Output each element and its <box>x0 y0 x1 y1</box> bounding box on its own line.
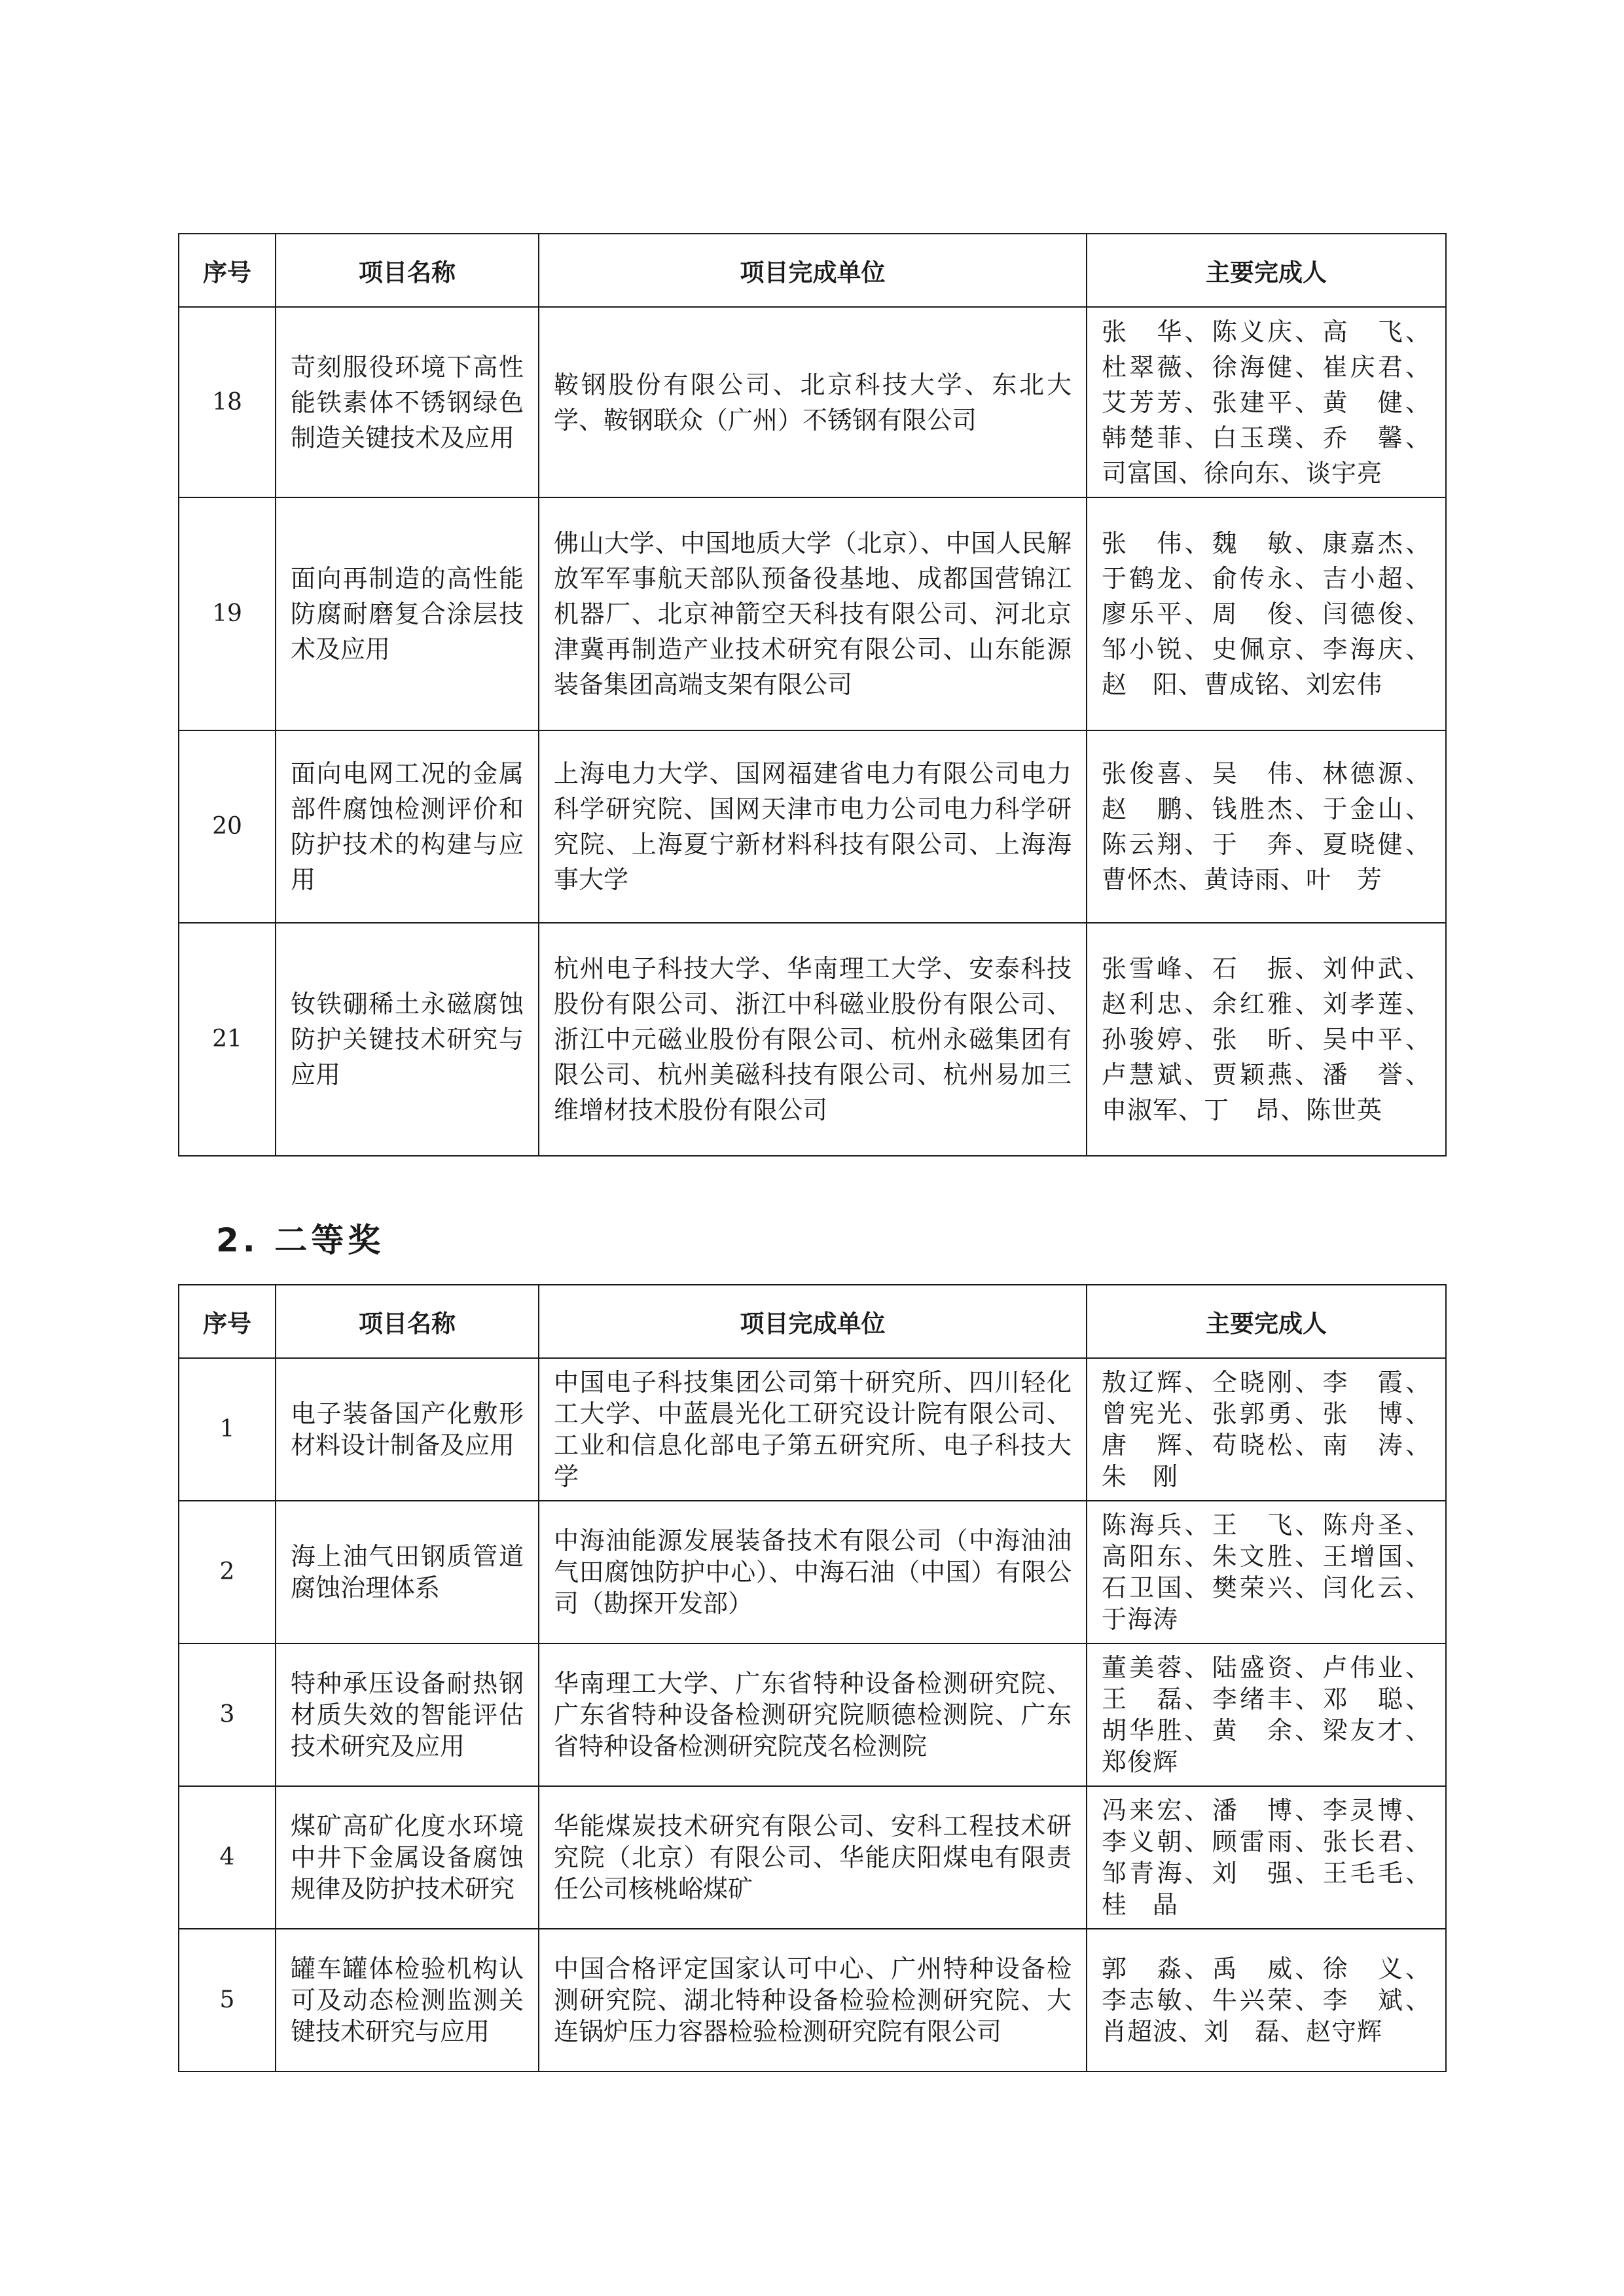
row-seq: 20 <box>179 730 276 923</box>
first-prize-table <box>178 233 1447 1157</box>
row-main-contributors: 张 华、陈义庆、高 飞、杜翠薇、徐海健、崔庆君、艾芳芳、张建平、黄 健、韩楚菲、白玉璞、乔 馨、司富国、徐向东、谈宇亮 <box>1087 307 1446 497</box>
header-completing-units: 项目完成单位 <box>539 234 1087 307</box>
row-completing-units: 佛山大学、中国地质大学（北京）、中国人民解放军军事航天部队预备役基地、成都国营锦江机器厂、北京神箭空天科技有限公司、河北京津冀再制造产业技术研究有限公司、山东能源装备集团高端支架有限公司 <box>539 497 1087 730</box>
header-main-contributors: 主要完成人 <box>1087 234 1446 307</box>
row-completing-units: 上海电力大学、国网福建省电力有限公司电力科学研究院、国网天津市电力公司电力科学研究院、上海夏宁新材料科技有限公司、上海海事大学 <box>539 730 1087 923</box>
row-main-contributors: 董美蓉、陆盛资、卢伟业、王 磊、李绪丰、邓 聪、胡华胜、黄 余、梁友才、郑俊辉 <box>1087 1643 1446 1786</box>
table-row <box>179 1358 1446 1501</box>
second-prize-table <box>178 1284 1447 2072</box>
row-main-contributors: 陈海兵、王 飞、陈舟圣、高阳东、朱文胜、王增国、石卫国、樊荣兴、闫化云、于海涛 <box>1087 1501 1446 1643</box>
table-row <box>179 497 1446 730</box>
table-row <box>179 923 1446 1156</box>
row-seq: 4 <box>179 1786 276 1929</box>
row-project-name: 电子装备国产化敷形材料设计制备及应用 <box>276 1358 539 1501</box>
row-project-name: 特种承压设备耐热钢材质失效的智能评估技术研究及应用 <box>276 1643 539 1786</box>
row-completing-units: 杭州电子科技大学、华南理工大学、安泰科技股份有限公司、浙江中科磁业股份有限公司、浙江中元磁业股份有限公司、杭州永磁集团有限公司、杭州美磁科技有限公司、杭州易加三维增材技术股份有限公司 <box>539 923 1087 1156</box>
header-project-name: 项目名称 <box>276 1285 539 1358</box>
table-row <box>179 1929 1446 2072</box>
table-row <box>179 1501 1446 1643</box>
row-main-contributors: 张 伟、魏 敏、康嘉杰、于鹤龙、俞传永、吉小超、廖乐平、周 俊、闫德俊、邹小锐、史佩京、李海庆、赵 阳、曹成铭、刘宏伟 <box>1087 497 1446 730</box>
row-main-contributors: 张雪峰、石 振、刘仲武、赵利忠、余红雅、刘孝莲、孙骏婷、张 昕、吴中平、卢慧斌、贾颖燕、潘 誉、申淑军、丁 昂、陈世英 <box>1087 923 1446 1156</box>
row-seq: 18 <box>179 307 276 497</box>
row-project-name: 煤矿高矿化度水环境中井下金属设备腐蚀规律及防护技术研究 <box>276 1786 539 1929</box>
row-project-name: 海上油气田钢质管道腐蚀治理体系 <box>276 1501 539 1643</box>
row-main-contributors: 张俊喜、吴 伟、林德源、赵 鹏、钱胜杰、于金山、陈云翔、于 奔、夏晓健、曹怀杰、黄诗雨、叶 芳 <box>1087 730 1446 923</box>
row-main-contributors: 郭 淼、禹 威、徐 义、李志敏、牛兴荣、李 斌、肖超波、刘 磊、赵守辉 <box>1087 1929 1446 2072</box>
header-completing-units: 项目完成单位 <box>539 1285 1087 1358</box>
row-seq: 5 <box>179 1929 276 2072</box>
table-row <box>179 307 1446 497</box>
header-seq: 序号 <box>179 1285 276 1358</box>
row-completing-units: 鞍钢股份有限公司、北京科技大学、东北大学、鞍钢联众（广州）不锈钢有限公司 <box>539 307 1087 497</box>
row-main-contributors: 敖辽辉、仝晓刚、李 霞、曾宪光、张郭勇、张 博、唐 辉、苟晓松、南 涛、朱 刚 <box>1087 1358 1446 1501</box>
table-row <box>179 730 1446 923</box>
table-header-row <box>179 234 1446 307</box>
row-completing-units: 华能煤炭技术研究有限公司、安科工程技术研究院（北京）有限公司、华能庆阳煤电有限责任公司核桃峪煤矿 <box>539 1786 1087 1929</box>
table-row <box>179 1643 1446 1786</box>
row-completing-units: 中国电子科技集团公司第十研究所、四川轻化工大学、中蓝晨光化工研究设计院有限公司、工业和信息化部电子第五研究所、电子科技大学 <box>539 1358 1087 1501</box>
row-project-name: 钕铁硼稀土永磁腐蚀防护关键技术研究与应用 <box>276 923 539 1156</box>
row-completing-units: 中国合格评定国家认可中心、广州特种设备检测研究院、湖北特种设备检验检测研究院、大连锅炉压力容器检验检测研究院有限公司 <box>539 1929 1087 2072</box>
row-project-name: 苛刻服役环境下高性能铁素体不锈钢绿色制造关键技术及应用 <box>276 307 539 497</box>
row-project-name: 面向电网工况的金属部件腐蚀检测评价和防护技术的构建与应用 <box>276 730 539 923</box>
row-seq: 3 <box>179 1643 276 1786</box>
table-row <box>179 1786 1446 1929</box>
row-main-contributors: 冯来宏、潘 博、李灵博、李义朝、顾雷雨、张长君、邹青海、刘 强、王毛毛、桂 晶 <box>1087 1786 1446 1929</box>
row-seq: 2 <box>179 1501 276 1643</box>
header-main-contributors: 主要完成人 <box>1087 1285 1446 1358</box>
second-prize-heading: 2. 二等奖 <box>216 1221 385 1259</box>
table-header-row <box>179 1285 1446 1358</box>
row-seq: 21 <box>179 923 276 1156</box>
header-seq: 序号 <box>179 234 276 307</box>
row-project-name: 罐车罐体检验机构认可及动态检测监测关键技术研究与应用 <box>276 1929 539 2072</box>
row-completing-units: 中海油能源发展装备技术有限公司（中海油油气田腐蚀防护中心）、中海石油（中国）有限公司（勘探开发部） <box>539 1501 1087 1643</box>
row-project-name: 面向再制造的高性能防腐耐磨复合涂层技术及应用 <box>276 497 539 730</box>
row-completing-units: 华南理工大学、广东省特种设备检测研究院、广东省特种设备检测研究院顺德检测院、广东省特种设备检测研究院茂名检测院 <box>539 1643 1087 1786</box>
header-project-name: 项目名称 <box>276 234 539 307</box>
row-seq: 1 <box>179 1358 276 1501</box>
row-seq: 19 <box>179 497 276 730</box>
